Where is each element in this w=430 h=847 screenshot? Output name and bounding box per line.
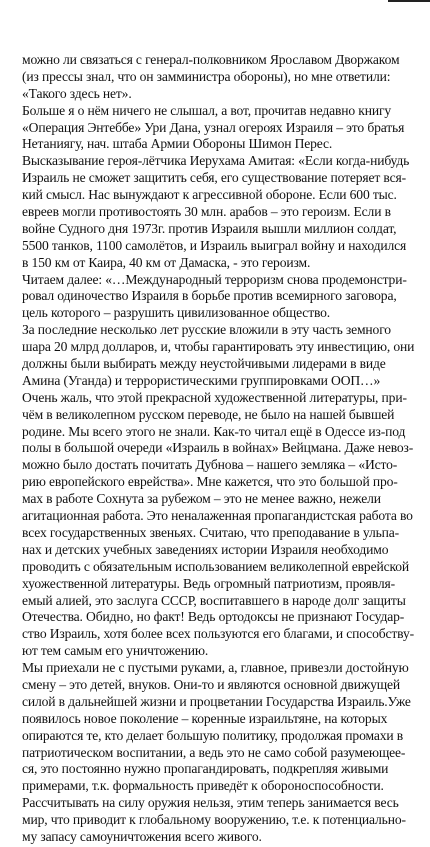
text-line: «Операция Энтеббе» Ури Дана, узнал огероях Израиля – это братья — [22, 119, 405, 135]
page-edge-rule — [388, 0, 430, 2]
text-line: ство Израиль, хотя более всех пользуются его благами, и способству- — [22, 626, 414, 642]
text-line: агитационная работа. Это неналаженная пропагандистская работа во — [22, 508, 413, 524]
text-line: 5500 танков, 1100 самолётов, и Израиль выиграл войну и находился — [22, 237, 407, 253]
text-line: появилось новое поколение – коренные израильтяне, на которых — [22, 710, 388, 726]
text-line: шара 20 млрд долларов, и, чтобы гарантировать эту инвестицию, они — [22, 339, 415, 355]
text-line: ровал одиночество Израиля в борьбе против всемирного заговора, — [22, 288, 397, 304]
text-line: хуожественной литературы. Ведь огромный патриотизм, проявля- — [22, 575, 395, 591]
text-line: кий смысл. Нас вынуждают к агрессивной обороне. Если 600 тыс. — [22, 187, 397, 203]
text-line: ся, это постоянно нужно пропагандировать, подкрепляя живыми — [22, 761, 389, 777]
text-line: можно ли связаться с генерал-полковником Ярославом Дворжаком — [22, 52, 400, 67]
text-line: Очень жаль, что этой прекрасной художественной литературы, при- — [22, 389, 407, 405]
text-line: (из прессы знал, что он замминистра обороны), но мне ответили: — [22, 68, 391, 84]
text-line: родине. Мы всего этого не знали. Как-то читал ещё в Одессе из-под — [22, 423, 406, 439]
text-line: смену – это детей, внуков. Они-то и являются основной движущей — [22, 676, 401, 692]
text-line: опираются те, кто делает большую политику, продолжая промахи в — [22, 727, 403, 743]
text-line: мир, что приводит к глобальному вооружению, т.е. к потенциально- — [22, 812, 406, 828]
text-line: Высказывание героя-лётчика Иерухама Амитая: «Если когда-нибудь — [22, 153, 410, 169]
text-line: рию европейского еврейства». Мне кажется, что это большой про- — [22, 474, 398, 490]
text-line: «Такого здесь нет». — [22, 85, 132, 101]
text-line: Отечества. Обидно, но факт! Ведь ортодоксы не признают Государ- — [22, 609, 405, 625]
text-line: Нетаниягу, нач. штаба Армии Обороны Шимон Перес. — [22, 136, 333, 152]
text-line: емый алией, это заслуга СССР, воспитавшего в народе долг защиты — [22, 592, 406, 608]
text-line: Мы приехали не с пустыми руками, а, главное, привезли достойную — [22, 660, 409, 676]
text-line: Амина (Уганда) и террористическими группировками ООП…» — [22, 372, 381, 388]
text-line: нах и детских учебных заведениях истории Израиля необходимо — [22, 541, 389, 557]
text-line: должны были выбирать между неустойчивыми лидерами в виде — [22, 356, 386, 372]
body-text — [22, 52, 418, 846]
text-line: чём в великолепном русском переводе, не было на нашей бывшей — [22, 406, 395, 422]
text-line: можно было достать почитать Дубнова – нашего земляка – «Исто- — [22, 457, 398, 473]
text-line: Рассчитывать на силу оружия нельзя, этим теперь занимается весь — [22, 795, 399, 811]
text-line: Израиль не сможет защитить себя, его существование потеряет вся- — [22, 170, 406, 186]
text-line: в 150 км от Каира, 40 км от Дамаска, - это героизм. — [22, 254, 311, 270]
text-line: силой в дальнейшей жизни и процветании Государства Израиль.Уже — [22, 693, 411, 709]
text-line: цель которого – разрушить цивилизованное общество. — [22, 305, 331, 321]
text-line: всех государственных звеньях. Считаю, что преподавание в ульпа- — [22, 524, 400, 540]
text-line: мах в работе Сохнута за рубежом – это не менее важно, нежели — [22, 491, 381, 507]
text-line: полы в большой очереди «Израиль в войнах» Вейцмана. Даже невоз- — [22, 440, 414, 456]
text-line: примерами, т.к. формальность приведёт к обороноспособности. — [22, 778, 384, 794]
text-line: патриотическом воспитании, а ведь это не само собой разумеющее- — [22, 744, 406, 760]
text-line: му запасу самоуничтожения всего живого. — [22, 828, 262, 844]
text-line: За последние несколько лет русские вложили в эту часть земного — [22, 322, 391, 338]
text-line: евреев могли противостоять 30 млн. арабов – это героизм. Если в — [22, 204, 391, 220]
text-line: Больше я о нём ничего не слышал, а вот, прочитав недавно книгу — [22, 102, 392, 118]
text-line: Читаем далее: «…Международный терроризм снова продемонстри- — [22, 271, 407, 287]
text-line: проводить с обязательным использованием великолепной еврейской — [22, 558, 410, 574]
text-line: ют тем самым его уничтожению. — [22, 643, 209, 659]
text-line: войне Судного дня 1973г. против Израиля вышли миллион солдат, — [22, 220, 397, 236]
